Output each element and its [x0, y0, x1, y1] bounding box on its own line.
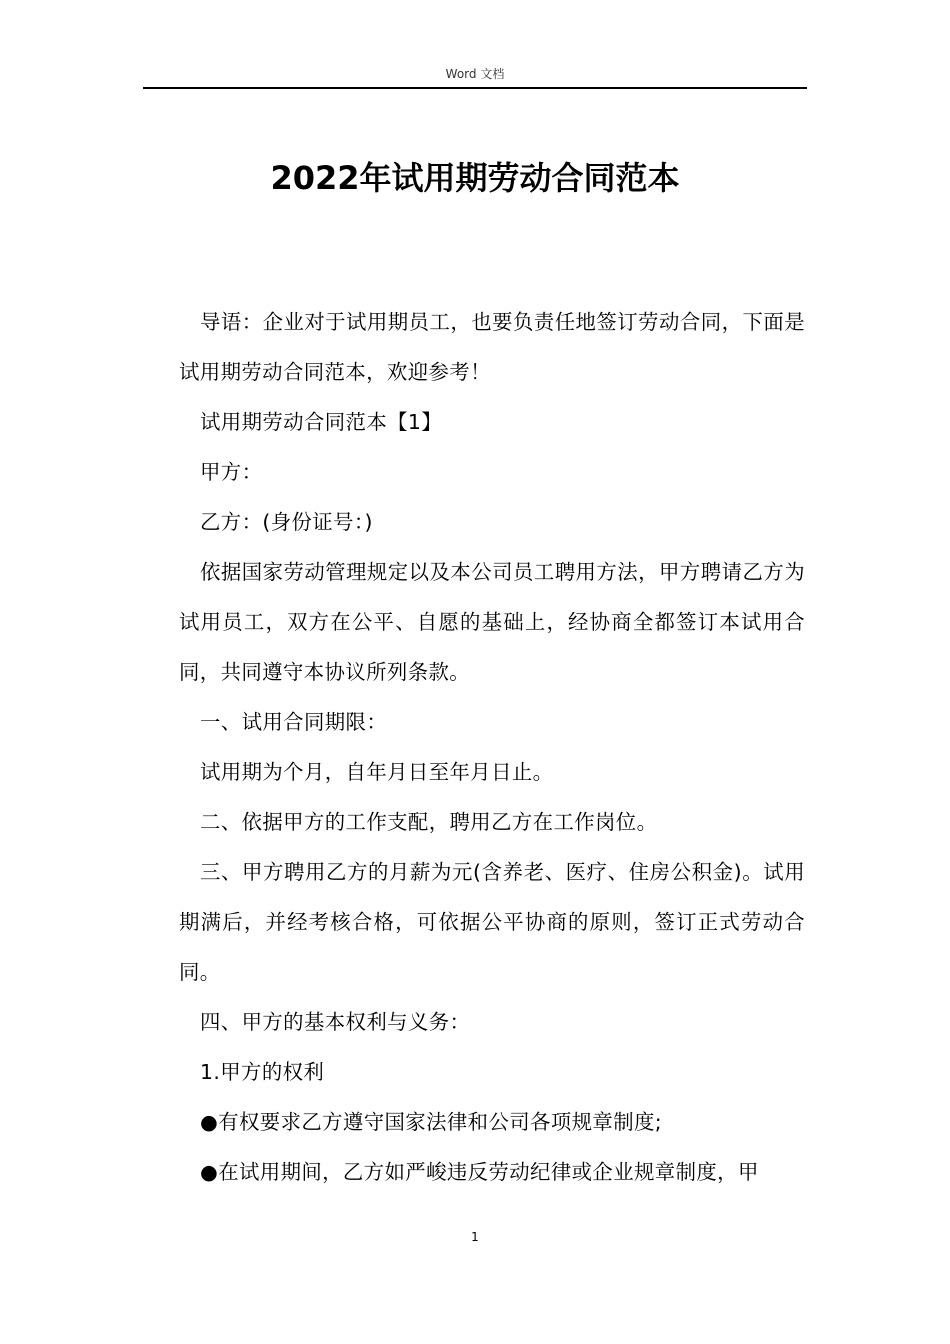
header-divider [143, 87, 807, 89]
paragraph-clause-1-body: 试用期为个月，自年月日至年月日止。 [200, 760, 554, 784]
paragraph-intro: 导语：企业对于试用期员工，也要负责任地签订劳动合同，下面是试用期劳动合同范本，欢迎参考！ [179, 310, 805, 384]
paragraph-subheading-rights: 1.甲方的权利 [200, 1060, 325, 1084]
paragraph-party-b: 乙方：(身份证号：) [200, 510, 373, 534]
document-body [179, 297, 805, 1197]
paragraph-clause-4-heading: 四、甲方的基本权利与义务： [200, 1010, 471, 1034]
paragraph-bullet-2: ●在试用期间，乙方如严峻违反劳动纪律或企业规章制度，甲 [200, 1160, 759, 1184]
paragraph-clause-1-heading: 一、试用合同期限： [200, 710, 388, 734]
page-number: 1 [471, 1230, 479, 1244]
document-title: 2022年试用期劳动合同范本 [270, 159, 680, 197]
paragraph-bullet-1: ●有权要求乙方遵守国家法律和公司各项规章制度; [200, 1110, 663, 1134]
paragraph-party-a: 甲方： [200, 460, 263, 484]
paragraph-clause-2: 二、依据甲方的工作支配，聘用乙方在工作岗位。 [200, 810, 658, 834]
paragraph-clause-3: 三、甲方聘用乙方的月薪为元(含养老、医疗、住房公积金)。试用期满后，并经考核合格，可依据公平协商的原则，签订正式劳动合同。 [179, 860, 805, 984]
paragraph-preamble: 依据国家劳动管理规定以及本公司员工聘用方法，甲方聘请乙方为试用员工，双方在公平、自愿的基础上，经协商全都签订本试用合同，共同遵守本协议所列条款。 [179, 560, 805, 684]
page-header: Word 文档 [445, 67, 505, 81]
paragraph-section-heading: 试用期劳动合同范本【1】 [200, 410, 443, 434]
